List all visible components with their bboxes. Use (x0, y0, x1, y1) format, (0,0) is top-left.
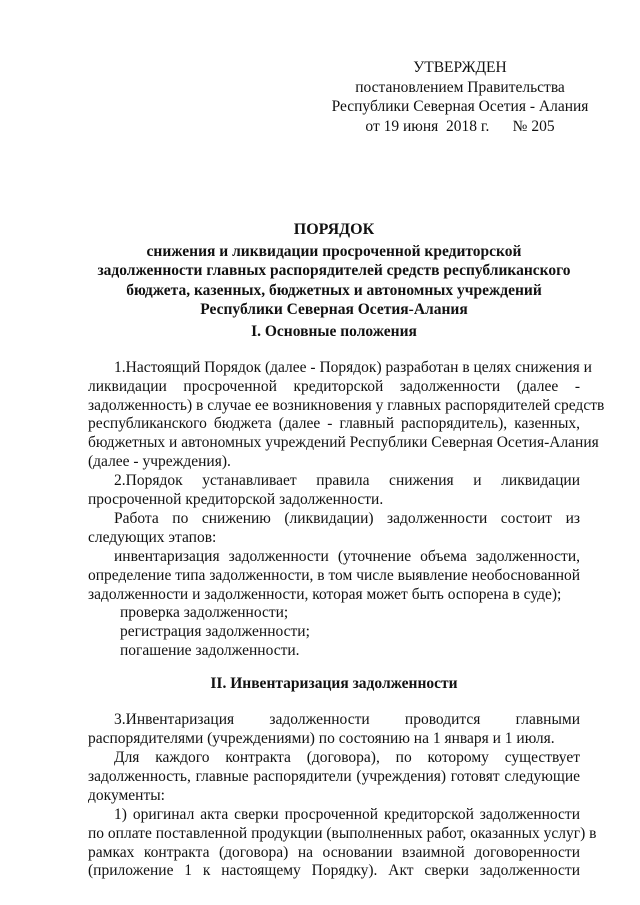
list-item: проверка задолженности; (120, 604, 289, 621)
document-title (88, 220, 580, 320)
text-line: следующих этапов: (88, 528, 217, 546)
text-line: задолженность, главные распорядители (учреждения) готовят следующие (88, 767, 580, 785)
section-2-paragraph-2 (88, 749, 580, 805)
list-item: регистрация задолженности; (120, 622, 310, 640)
text-line: задолженность) в случае ее возникновения у главных распорядителей средств (88, 396, 605, 414)
text-line: распорядителями (учреждениями) по состоянию на 1 января и 1 июля. (88, 729, 555, 747)
text-line: республиканского бюджета (далее - главный распорядитель), казенных, (88, 415, 580, 433)
text-line: 3.Инвентаризация задолженности проводится главными (114, 711, 580, 728)
text-line: бюджетных и автономных учреждений Республики Северная Осетия-Алания (88, 434, 599, 452)
approval-date-prefix: от (365, 117, 380, 135)
text-line: документы: (88, 786, 165, 804)
approval-line-decree: постановлением Правительства (355, 78, 565, 96)
title-line: Республики Северная Осетия-Алания (200, 301, 468, 318)
approval-number: 205 (531, 117, 555, 135)
approval-stamp (330, 58, 590, 136)
title-main: ПОРЯДОК (293, 221, 375, 238)
text-line: Работа по снижению (ликвидации) задолженности состоит из (114, 510, 580, 527)
title-line: бюджета, казенных, бюджетных и автономных учреждений (126, 281, 542, 299)
text-line: (приложение 1 к настоящему Порядку). Акт сверки задолженности (88, 862, 580, 880)
text-line: 1) оригинал акта сверки просроченной кредиторской задолженности (114, 806, 580, 823)
text-line: инвентаризация задолженности (уточнение объема задолженности, (114, 548, 580, 565)
section-1-paragraph-4 (88, 548, 580, 604)
text-line: определение типа задолженности, в том числе выявление необоснованной (88, 566, 581, 584)
text-line: (далее - учреждения). (88, 452, 231, 470)
section-1-paragraph-1 (88, 359, 605, 472)
approval-heading: УТВЕРЖДЕН (413, 59, 507, 76)
section-2-paragraph-1 (88, 711, 580, 749)
section-2-heading: II. Инвентаризация задолженности (210, 675, 458, 692)
text-line: просроченной кредиторской задолженности. (88, 490, 384, 508)
list-item: погашение задолженности. (120, 641, 300, 659)
section-1-heading: I. Основные положения (251, 323, 417, 340)
text-line: задолженности и задолженности, которая может быть оспорена в суде); (88, 585, 562, 603)
title-line: задолженности главных распорядителей средств республиканского (97, 262, 571, 279)
title-line: снижения и ликвидации просроченной кредиторской (146, 242, 522, 260)
text-line: 2.Порядок устанавливает правила снижения и ликвидации (114, 472, 580, 489)
approval-line-republic: Республики Северная Осетия - Алания (331, 98, 589, 115)
section-2-paragraph-3 (88, 806, 597, 881)
section-1-paragraph-2 (88, 472, 580, 510)
text-line: рамках контракта (договора) на основании взаимной договоренности (88, 843, 580, 861)
text-line: по оплате поставленной продукции (выполненных работ, оказанных услуг) в (88, 824, 597, 842)
approval-date-line (330, 117, 590, 137)
section-1-paragraph-3 (88, 510, 580, 548)
approval-number-sign: № (512, 117, 528, 135)
stages-list (88, 604, 580, 660)
approval-date: 19 июня 2018 г. (383, 117, 490, 135)
text-line: 1.Настоящий Порядок (далее - Порядок) разработан в целях снижения и (114, 359, 592, 376)
text-line: Для каждого контракта (договора), по которому существует (114, 749, 580, 766)
text-line: ликвидации просроченной кредиторской задолженности (далее - (88, 377, 580, 395)
